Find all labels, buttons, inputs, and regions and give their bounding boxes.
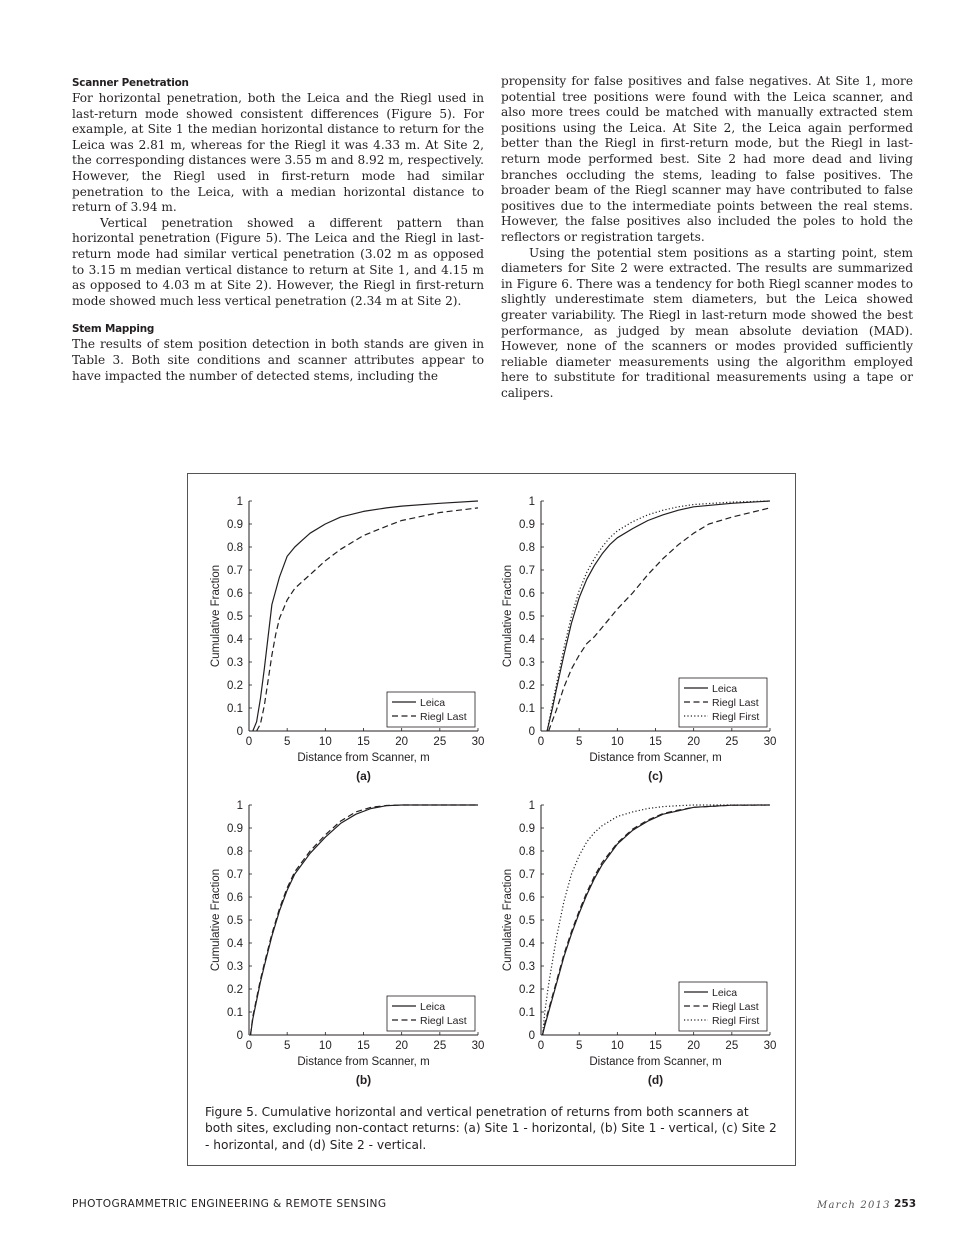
panel-b-legend-entry: Riegl Last [420,1015,467,1027]
panel-c-y-tick-label: 1 [528,496,535,508]
panel-b-y-tick-label: 0.2 [227,984,243,996]
panel-d-legend-entry: Riegl Last [712,1001,759,1013]
panel-b-y-tick-label: 1 [236,800,243,812]
paragraph-stem-diameters-part1: Using the potential stem positions as a starting point, stem diameters for Site 2 were extracted. The results are summarized in Figure 6. There was a tendency for both Riegl scanner modes to slightly underestimate stem diameters, but the Leica showed greater variability. The Riegl in last-return mode showed the best performance, as judged by mean absolute deviation ( [501,245,913,338]
panel-a-y-tick-label: 0.1 [227,703,243,715]
paragraph-false-positives: propensity for false positives and false negatives. At Site 1, more potential tree positions were found with the Leica scanner, and also more trees could be matched with manually extracted stem positions using the Leica. At Site 2, the Leica again performed better than the Riegl in first-return mode, but the Riegl in last-return mode performed best. Site 2 had more dead and living branches occluding the stems, leading to false positives. The broader beam of the Riegl scanner may have contributed to false positives due to the intermediate points between the real stems. However, the false positives also included the poles to hold the reflectors or registration targets. [501,74,913,244]
panel-b-y-tick-label: 0.8 [227,846,243,858]
panel-a-legend-entry: Riegl Last [420,711,467,723]
panel-b-y-tick-label: 0.7 [227,869,243,881]
panel-c-y-tick-label: 0.8 [519,542,535,554]
panel-d-label: (d) [647,1073,664,1087]
panel-c-y-tick-label: 0.3 [519,657,535,669]
panel-b-y-axis-label: Cumulative Fraction [210,868,222,972]
panel-d-x-tick-label: 20 [687,1040,701,1052]
panel-a-x-tick-label: 10 [318,736,332,748]
panel-a-y-tick-label: 0.6 [227,588,243,600]
panel-b-x-tick-label: 30 [471,1040,485,1052]
paragraph-vertical-penetration: Vertical penetration showed a different pattern than horizontal penetration (Figure 5). The Leica and the Riegl in last-return mode had similar vertical penetration (3.02 m as opposed to 3.15 m median vertical distance to return at Site 1, and 4.15 m as opposed to 4.03 m at Site 2). However, the Riegl in first-return mode showed much less vertical penetration (2.34 m at Site 2). [72,215,484,308]
panel-c-y-tick-label: 0.6 [519,588,535,600]
panel-d-y-tick-label: 0.7 [519,869,535,881]
panel-c-x-tick-label: 5 [575,736,583,748]
panel-b-label: (b) [355,1073,372,1087]
panel-c-legend-entry: Riegl First [712,711,760,723]
panel-d-x-tick-label: 0 [537,1040,545,1052]
panel-c-y-tick-label: 0.9 [519,519,535,531]
panel-d-x-axis-label: Distance from Scanner, m [589,1056,722,1068]
panel-a-x-tick-label: 25 [433,736,447,748]
panel-a-x-axis-label: Distance from Scanner, m [297,752,430,764]
panel-b-legend-entry: Leica [420,1001,446,1013]
page-number: 253 [894,1198,917,1210]
panel-c-y-tick-label: 0 [528,726,535,738]
panel-b-y-tick-label: 0 [236,1030,243,1042]
panel-a-y-tick-label: 0.5 [227,611,243,623]
panel-c-x-tick-label: 30 [763,736,777,748]
panel-a-y-tick-label: 0.8 [227,542,243,554]
panel-b-x-tick-label: 0 [245,1040,253,1052]
panel-a-y-axis-label: Cumulative Fraction [210,564,222,668]
panel-b-y-tick-label: 0.1 [227,1007,243,1019]
panel-b-y-tick-label: 0.4 [227,938,243,950]
panel-d-y-tick-label: 0.3 [519,961,535,973]
panel-d-y-tick-label: 0.1 [519,1007,535,1019]
panel-a-x-tick-label: 20 [395,736,409,748]
panel-a-y-tick-label: 0.9 [227,519,243,531]
panel-a-x-tick-label: 30 [471,736,485,748]
paragraph-stem-mapping: The results of stem position detection in both stands are given in Table 3. Both site conditions and scanner attributes appear to have impacted the number of detected stems, including the [72,337,484,383]
panel-b-x-axis-label: Distance from Scanner, m [297,1056,430,1068]
panel-d-y-tick-label: 0.8 [519,846,535,858]
panel-c-x-tick-label: 10 [610,736,624,748]
panel-c-x-axis-label: Distance from Scanner, m [589,752,722,764]
panel-a-label: (a) [356,769,371,783]
panel-b-x-tick-label: 10 [318,1040,332,1052]
panel-c-y-tick-label: 0.2 [519,680,535,692]
panel-a-y-tick-label: 0.4 [227,634,243,646]
panel-a-y-tick-label: 1 [236,496,243,508]
panel-a-y-tick-label: 0 [236,726,243,738]
panel-d-y-tick-label: 0 [528,1030,535,1042]
panel-a-y-tick-label: 0.3 [227,657,243,669]
panel-c-x-tick-label: 0 [537,736,545,748]
panel-c-y-axis-label: Cumulative Fraction [502,564,514,668]
mad-abbreviation: MAD [873,323,905,338]
panel-b-y-tick-label: 0.9 [227,823,243,835]
panel-b-x-tick-label: 20 [395,1040,409,1052]
panel-a-x-tick-label: 0 [245,736,253,748]
panel-d-x-tick-label: 25 [725,1040,739,1052]
panel-c-x-tick-label: 25 [725,736,739,748]
panel-d-y-tick-label: 0.5 [519,915,535,927]
section-heading-scanner-penetration: Scanner Penetration [72,77,189,89]
panel-c-y-tick-label: 0.5 [519,611,535,623]
panel-b-x-tick-label: 5 [283,1040,291,1052]
panel-d-legend-entry: Leica [712,987,738,999]
panel-d-y-tick-label: 0.9 [519,823,535,835]
panel-b-x-tick-label: 25 [433,1040,447,1052]
panel-a-y-tick-label: 0.7 [227,565,243,577]
panel-b-y-tick-label: 0.6 [227,892,243,904]
panel-d-y-tick-label: 0.6 [519,892,535,904]
panel-a-legend-entry: Leica [420,697,446,709]
panel-b-y-tick-label: 0.3 [227,961,243,973]
panel-d-legend-entry: Riegl First [712,1015,760,1027]
issue-date: March 2013 [817,1200,891,1211]
panel-d-y-tick-label: 0.4 [519,938,535,950]
panel-b-y-tick-label: 0.5 [227,915,243,927]
panel-d-x-tick-label: 30 [763,1040,777,1052]
panel-d-x-tick-label: 15 [649,1040,662,1052]
panel-d-y-tick-label: 1 [528,800,535,812]
panel-d-x-tick-label: 5 [575,1040,583,1052]
panel-c-legend-entry: Leica [712,683,738,695]
panel-c-label: (c) [648,769,663,783]
panel-c-x-tick-label: 15 [649,736,662,748]
panel-c-x-tick-label: 20 [687,736,701,748]
panel-d-y-axis-label: Cumulative Fraction [502,868,514,972]
panel-c-y-tick-label: 0.1 [519,703,535,715]
figure-caption: Figure 5. Cumulative horizontal and vertical penetration of returns from both scanners at both sites, excluding non-contact returns: (a) Site 1 - horizontal, (b) Site 1 - vertical, (c) Site 2 - horizontal, and (d) Site 2 - vertical. [205,1105,777,1152]
panel-d-x-tick-label: 10 [610,1040,624,1052]
panel-c-legend-entry: Riegl Last [712,697,759,709]
journal-name: PHOTOGRAMMETRIC ENGINEERING & REMOTE SENSING [72,1198,387,1210]
panel-b-x-tick-label: 15 [357,1040,370,1052]
section-heading-stem-mapping: Stem Mapping [72,323,155,336]
panel-a-y-tick-label: 0.2 [227,680,243,692]
panel-a-x-tick-label: 15 [357,736,370,748]
panel-a-x-tick-label: 5 [283,736,291,748]
panel-d-y-tick-label: 0.2 [519,984,535,996]
paragraph-horizontal-penetration: For horizontal penetration, both the Leica and the Riegl used in last-return mode showed consistent differences (Figure 5). For example, at Site 1 the median horizontal distance to return for the Leica was 2.81 m, whereas for the Riegl it was 4.33 m. At Site 2, the corresponding distances were 3.55 m and 8.92 m, respectively. However, the Riegl used in first-return mode had similar penetration to the Leica, with a median horizontal distance to return of 3.94 m. [72,91,484,215]
panel-c-y-tick-label: 0.7 [519,565,535,577]
panel-c-y-tick-label: 0.4 [519,634,535,646]
paragraph-stem-diameters-part2: ). However, none of the scanners or modes provided sufficiently reliable diameter measurements using the algorithm employed here to substitute for traditional measurements using a tape or calipers. [501,323,913,400]
